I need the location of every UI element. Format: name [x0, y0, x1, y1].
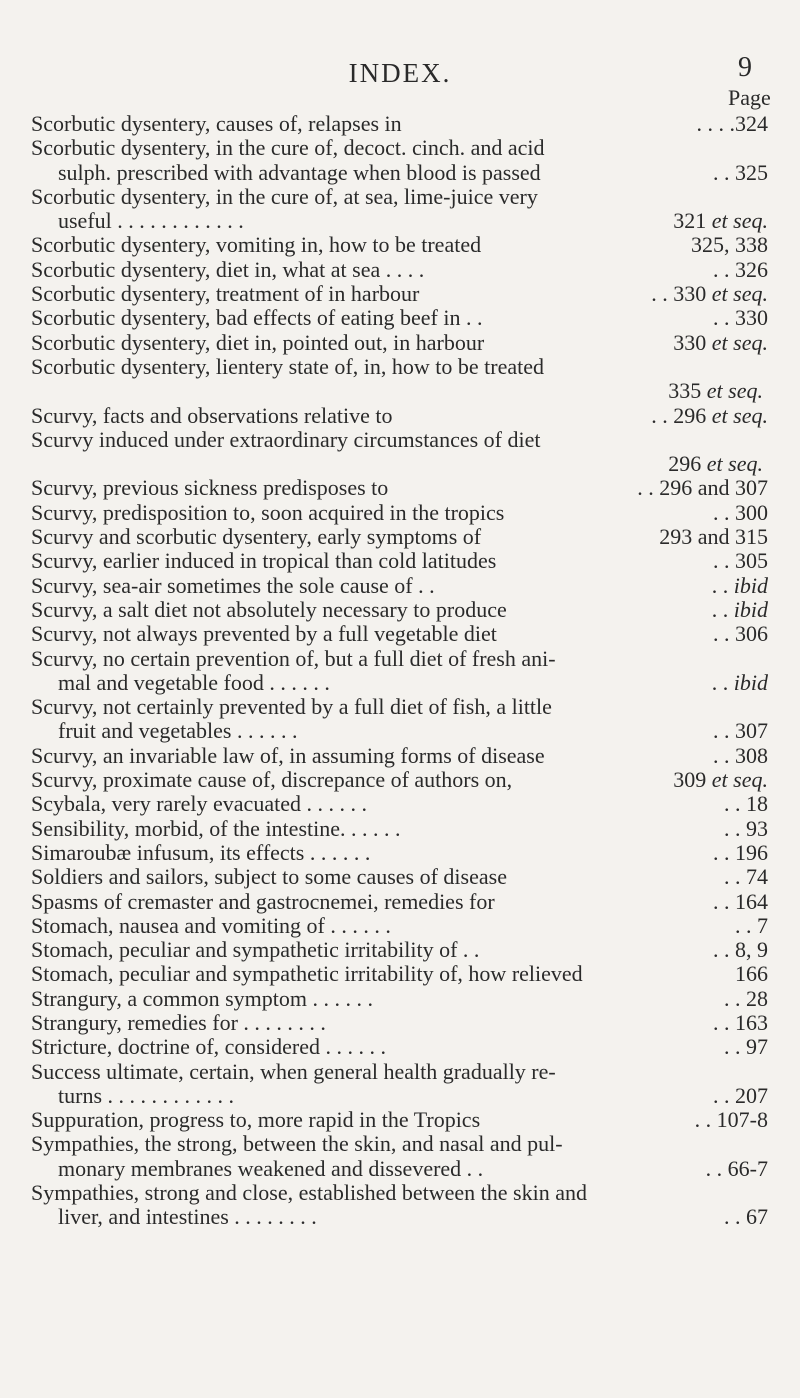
- entry-page-ref: . . . .324: [696, 111, 768, 136]
- entry-text: Sympathies, strong and close, established between the skin and: [31, 1180, 587, 1206]
- index-entry: [31, 525, 768, 549]
- entry-text: Scurvy induced under extraordinary circumstances of diet: [31, 426, 541, 452]
- entry-page-ref: . . ibid: [711, 596, 768, 622]
- entry-text: Scorbutic dysentery, vomiting in, how to be treated: [31, 232, 482, 258]
- entry-text: Simaroubæ infusum, its effects . . . . . .: [31, 839, 371, 865]
- entry-continuation: monary membranes weakened and dissevered . .: [58, 1155, 484, 1181]
- entry-page-ref: . . 163: [713, 1009, 768, 1035]
- entry-page-ref: . . 296 and 307: [637, 475, 768, 501]
- entry-text: Scurvy, a salt diet not absolutely necessary to produce: [31, 596, 507, 622]
- index-entry: [31, 1108, 768, 1132]
- index-entry: [31, 622, 768, 646]
- index-entry: [31, 404, 768, 428]
- index-entry: [31, 258, 768, 282]
- entry-text: Scorbutic dysentery, bad effects of eating beef in . .: [31, 305, 483, 331]
- entry-text: Scurvy, an invariable law of, in assuming forms of disease: [31, 742, 545, 768]
- page-column-label: Page: [728, 85, 771, 110]
- entry-page-ref: . . 97: [724, 1034, 768, 1060]
- entry-page-ref: . . 28: [724, 985, 768, 1011]
- entry-page-ref: 330 et seq.: [673, 329, 768, 355]
- entry-page-ref: . . 93: [724, 815, 768, 841]
- index-entry: [31, 501, 768, 525]
- entry-text: Scurvy, sea-air sometimes the sole cause of . .: [31, 572, 435, 598]
- index-entry: [31, 355, 768, 404]
- index-entry: [31, 744, 768, 768]
- index-entry: [31, 282, 768, 306]
- entry-text: Success ultimate, certain, when general health gradually re-: [31, 1058, 556, 1084]
- entry-text: Scurvy, no certain prevention of, but a full diet of fresh ani-: [31, 645, 556, 671]
- entry-page-ref: . . 296 et seq.: [651, 402, 768, 428]
- entry-page-ref: . . 307: [713, 718, 768, 744]
- index-entry: [31, 817, 768, 841]
- entry-page-ref: 335 et seq.: [668, 378, 763, 404]
- index-entry: [31, 695, 768, 744]
- entry-page-ref: . . 330 et seq.: [651, 281, 768, 307]
- index-entry: [31, 914, 768, 938]
- entry-text: Scybala, very rarely evacuated . . . . . .: [31, 791, 367, 817]
- entry-page-ref: 309 et seq.: [673, 767, 768, 793]
- entry-text: Stomach, nausea and vomiting of . . . . . .: [31, 912, 391, 938]
- entry-text: Scurvy, predisposition to, soon acquired in the tropics: [31, 499, 505, 525]
- index-entry: [31, 136, 768, 185]
- entry-text: Scorbutic dysentery, lientery state of, in, how to be treated: [31, 353, 544, 379]
- entry-text: Scorbutic dysentery, treatment of in harbour: [31, 281, 420, 307]
- entry-text: Scorbutic dysentery, diet in, pointed out, in harbour: [31, 329, 485, 355]
- index-entry: [31, 962, 768, 986]
- entry-text: Scurvy, not certainly prevented by a full diet of fish, a little: [31, 694, 552, 720]
- entry-page-ref: . . 66-7: [705, 1155, 768, 1181]
- entry-text: Stomach, peculiar and sympathetic irritability of . .: [31, 937, 480, 963]
- entry-text: Strangury, remedies for . . . . . . . .: [31, 1009, 326, 1035]
- entry-page-ref: . . 18: [724, 791, 768, 817]
- entry-page-ref: 321 et seq.: [673, 208, 768, 234]
- entry-page-ref: . . 326: [713, 256, 768, 282]
- entry-page-ref: 296 et seq.: [668, 451, 763, 477]
- index-entry: [31, 185, 768, 234]
- index-entry: [31, 549, 768, 573]
- entry-text: Soldiers and sailors, subject to some causes of disease: [31, 864, 507, 890]
- entry-page-ref: 325, 338: [691, 232, 768, 258]
- entry-text: Scorbutic dysentery, diet in, what at sea . . . .: [31, 256, 425, 282]
- index-entry: [31, 1132, 768, 1181]
- entry-text: Scurvy, facts and observations relative to: [31, 402, 393, 428]
- index-entry: [31, 306, 768, 330]
- entry-text: Sensibility, morbid, of the intestine. . . . . .: [31, 815, 401, 841]
- index-entry: [31, 1011, 768, 1035]
- index-entry: [31, 1060, 768, 1109]
- index-entry: [31, 647, 768, 696]
- entry-page-ref: . . 306: [713, 621, 768, 647]
- entry-text: Suppuration, progress to, more rapid in the Tropics: [31, 1107, 481, 1133]
- entry-text: Scorbutic dysentery, causes of, relapses in: [31, 111, 402, 136]
- entry-page-ref: 293 and 315: [659, 524, 768, 550]
- entry-page-ref: . . 207: [713, 1082, 768, 1108]
- entry-text: Scurvy, earlier induced in tropical than cold latitudes: [31, 548, 497, 574]
- entry-continuation: sulph. prescribed with advantage when blood is passed: [58, 159, 541, 185]
- entry-text: Strangury, a common symptom . . . . . .: [31, 985, 373, 1011]
- entry-continuation: mal and vegetable food . . . . . .: [58, 669, 330, 695]
- index-entry: [31, 1035, 768, 1059]
- index-entry: [31, 476, 768, 500]
- entry-text: Sympathies, the strong, between the skin, and nasal and pul-: [31, 1131, 563, 1157]
- index-entry: [31, 890, 768, 914]
- index-entries: [31, 112, 768, 1230]
- entry-continuation: fruit and vegetables . . . . . .: [58, 718, 298, 744]
- entry-text: Spasms of cremaster and gastrocnemei, remedies for: [31, 888, 495, 914]
- entry-page-ref: . . ibid: [711, 572, 768, 598]
- entry-page-ref: . . ibid: [711, 669, 768, 695]
- entry-text: Scurvy, not always prevented by a full vegetable diet: [31, 621, 497, 647]
- index-entry: [31, 841, 768, 865]
- running-head: INDEX.: [348, 58, 452, 88]
- entry-page-ref: . . 325: [713, 159, 768, 185]
- index-entry: [31, 938, 768, 962]
- entry-continuation: useful . . . . . . . . . . . .: [58, 208, 244, 234]
- entry-page-ref: . . 196: [713, 839, 768, 865]
- entry-page-ref: . . 74: [724, 864, 768, 890]
- index-entry: [31, 574, 768, 598]
- entry-text: Stricture, doctrine of, considered . . . . . .: [31, 1034, 386, 1060]
- entry-page-ref: . . 164: [713, 888, 768, 914]
- entry-text: Scurvy and scorbutic dysentery, early symptoms of: [31, 524, 482, 550]
- index-entry: [31, 428, 768, 477]
- page-number: 9: [738, 52, 752, 83]
- index-entry: [31, 112, 768, 136]
- index-entry: [31, 768, 768, 792]
- index-entry: [31, 598, 768, 622]
- entry-continuation: liver, and intestines . . . . . . . .: [58, 1204, 317, 1230]
- index-entry: [31, 987, 768, 1011]
- entry-page-ref: . . 330: [713, 305, 768, 331]
- entry-text: Scorbutic dysentery, in the cure of, decoct. cinch. and acid: [31, 135, 545, 161]
- entry-text: Scurvy, previous sickness predisposes to: [31, 475, 389, 501]
- entry-page-ref: . . 305: [713, 548, 768, 574]
- entry-continuation: turns . . . . . . . . . . . .: [58, 1082, 234, 1108]
- index-entry: [31, 1181, 768, 1230]
- entry-page-ref: . . 300: [713, 499, 768, 525]
- entry-page-ref: . . 67: [724, 1204, 768, 1230]
- index-entry: [31, 865, 768, 889]
- index-entry: [31, 331, 768, 355]
- entry-page-ref: . . 308: [713, 742, 768, 768]
- entry-text: Stomach, peculiar and sympathetic irritability of, how relieved: [31, 961, 583, 987]
- entry-text: Scorbutic dysentery, in the cure of, at sea, lime-juice very: [31, 183, 538, 209]
- entry-text: Scurvy, proximate cause of, discrepance of authors on,: [31, 767, 513, 793]
- index-entry: [31, 792, 768, 816]
- index-entry: [31, 233, 768, 257]
- entry-page-ref: . . 7: [735, 912, 768, 938]
- entry-page-ref: 166: [735, 961, 768, 987]
- entry-page-ref: . . 8, 9: [713, 937, 768, 963]
- entry-page-ref: . . 107-8: [694, 1107, 768, 1133]
